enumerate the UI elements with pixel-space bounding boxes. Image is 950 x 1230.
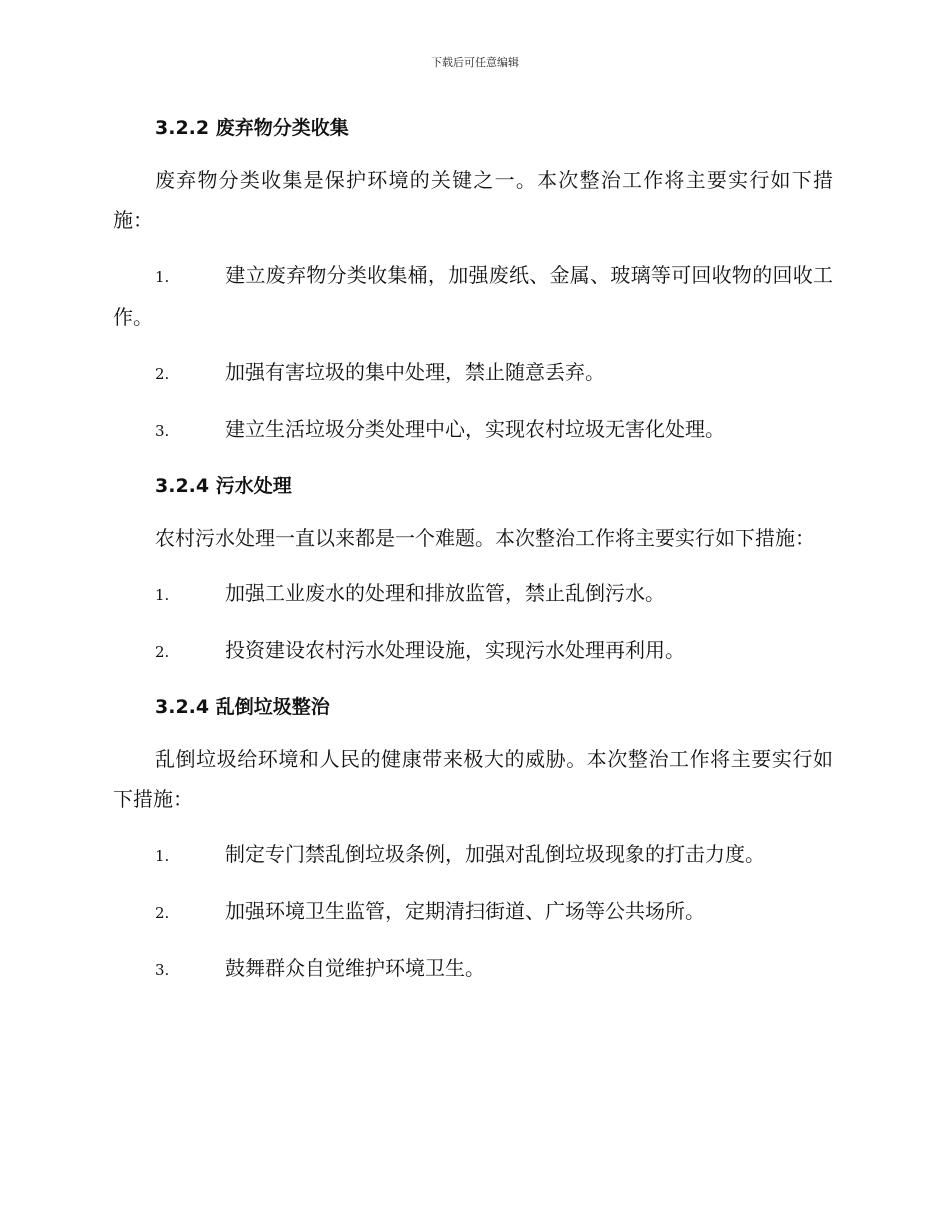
list-item-text: 建立废弃物分类收集桶，加强废纸、金属、玻璃等可回收物的回收工作。 bbox=[113, 263, 833, 329]
list-item-number: 2. bbox=[155, 904, 170, 922]
list-item-text: 加强有害垃圾的集中处理，禁止随意丢弃。 bbox=[225, 360, 605, 384]
list-item bbox=[113, 573, 833, 615]
list-item bbox=[113, 891, 833, 933]
list-item-number: 2. bbox=[155, 643, 170, 661]
list-item bbox=[113, 948, 833, 990]
list-item-text: 建立生活垃圾分类处理中心，实现农村垃圾无害化处理。 bbox=[225, 417, 725, 441]
list-item-text: 加强工业废水的处理和排放监管，禁止乱倒污水。 bbox=[225, 581, 665, 605]
list-item bbox=[113, 409, 833, 451]
section-heading-littering: 3.2.4 乱倒垃圾整治 bbox=[155, 696, 330, 718]
list-item-number: 1. bbox=[155, 847, 170, 865]
list-item-text: 制定专门禁乱倒垃圾条例，加强对乱倒垃圾现象的打击力度。 bbox=[225, 842, 765, 866]
section-intro-littering: 乱倒垃圾给环境和人民的健康带来极大的威胁。本次整治工作将主要实行如下措施： bbox=[113, 747, 833, 811]
document-body bbox=[113, 108, 833, 1005]
section-heading-sewage: 3.2.4 污水处理 bbox=[155, 475, 292, 497]
section-intro-waste-sorting: 废弃物分类收集是保护环境的关键之一。本次整治工作将主要实行如下措施： bbox=[113, 168, 833, 232]
section-heading-waste-sorting: 3.2.2 废弃物分类收集 bbox=[155, 117, 349, 139]
list-item-number: 2. bbox=[155, 365, 170, 383]
list-item-text: 加强环境卫生监管，定期清扫街道、广场等公共场所。 bbox=[225, 899, 705, 923]
list-item bbox=[113, 630, 833, 672]
list-item bbox=[113, 255, 833, 337]
section-intro-sewage: 农村污水处理一直以来都是一个难题。本次整治工作将主要实行如下措施： bbox=[155, 526, 815, 550]
list-item bbox=[113, 834, 833, 876]
list-item-number: 3. bbox=[155, 422, 170, 440]
list-item-number: 3. bbox=[155, 961, 170, 979]
list-item-number: 1. bbox=[155, 586, 170, 604]
list-item-text: 鼓舞群众自觉维护环境卫生。 bbox=[225, 956, 485, 980]
list-item-text: 投资建设农村污水处理设施，实现污水处理再利用。 bbox=[225, 638, 685, 662]
list-item bbox=[113, 352, 833, 394]
page-header: 下载后可任意编辑 bbox=[431, 56, 519, 69]
list-item-number: 1. bbox=[155, 268, 170, 286]
